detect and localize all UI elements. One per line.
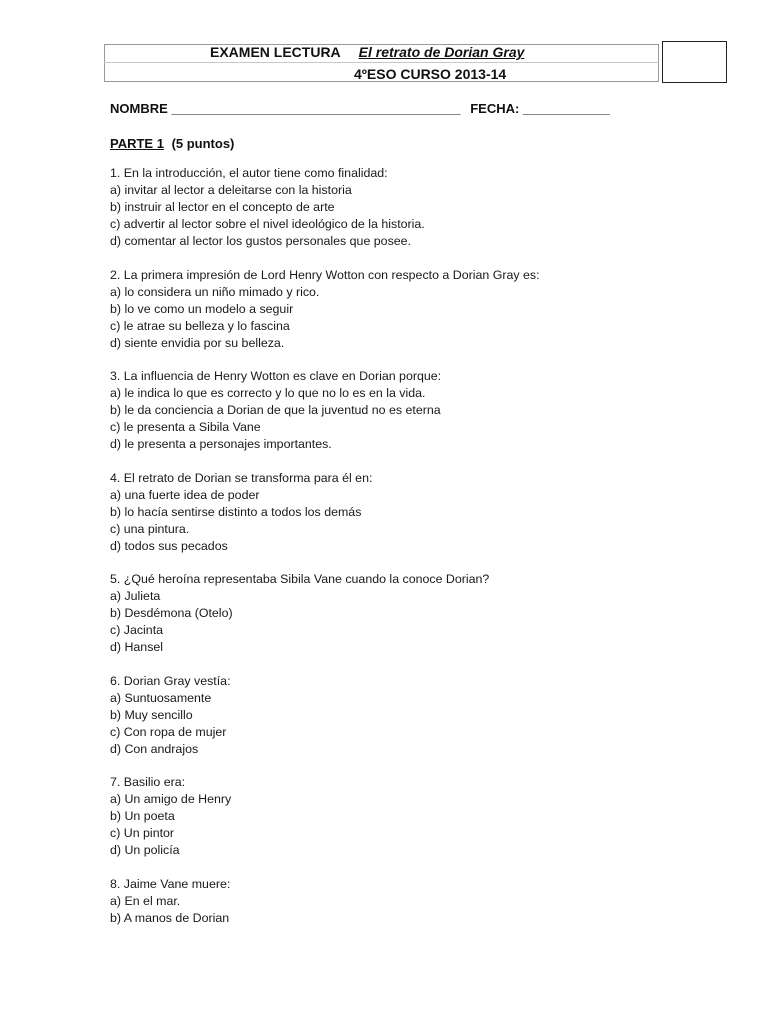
option-a: a) En el mar.	[110, 893, 181, 908]
option-a: a) una fuerte idea de poder	[110, 487, 260, 502]
question-1	[110, 165, 540, 250]
option-d: d) Con andrajos	[110, 741, 199, 756]
question-text: 7. Basilio era:	[110, 775, 186, 789]
option-c: c) advertir al lector sobre el nivel ideológico de la historia.	[110, 217, 425, 231]
option-b: b) Un poeta	[110, 809, 175, 823]
option-d: d) comentar al lector los gustos personales que posee.	[110, 234, 411, 248]
option-d: d) todos sus pecados	[110, 538, 228, 553]
option-d: d) Hansel	[110, 640, 164, 654]
exam-label: EXAMEN LECTURA	[210, 44, 341, 60]
option-a: a) Julieta	[110, 589, 161, 603]
option-b: b) instruir al lector en el concepto de arte	[110, 200, 335, 214]
name-field: NOMBRE ________________________________________	[110, 101, 461, 116]
option-b: b) A manos de Dorian	[110, 910, 230, 925]
question-6	[110, 673, 540, 758]
option-c: c) le presenta a Sibila Vane	[110, 420, 261, 434]
question-4	[110, 470, 540, 555]
option-b: b) Desdémona (Otelo)	[110, 606, 233, 620]
option-b: b) le da conciencia a Dorian de que la juventud no es eterna	[110, 403, 441, 417]
option-c: c) Jacinta	[110, 623, 164, 637]
student-info	[110, 101, 610, 116]
question-list	[110, 165, 540, 943]
part-points: (5 puntos)	[171, 136, 235, 151]
option-b: b) lo ve como un modelo a seguir	[110, 301, 294, 316]
score-box	[662, 41, 727, 83]
option-d: d) le presenta a personajes importantes.	[110, 437, 332, 451]
question-text: 2. La primera impresión de Lord Henry Wotton con respecto a Dorian Gray es:	[110, 267, 540, 282]
option-c: c) le atrae su belleza y lo fascina	[110, 318, 290, 333]
part-title	[110, 136, 234, 151]
date-field: FECHA: ____________	[470, 101, 610, 116]
option-b: b) Muy sencillo	[110, 707, 193, 722]
question-7	[110, 774, 540, 859]
option-a: a) le indica lo que es correcto y lo que no lo es en la vida.	[110, 386, 426, 400]
part-label: PARTE 1	[110, 136, 164, 151]
option-c: c) una pintura.	[110, 521, 190, 536]
question-text: 8. Jaime Vane muere:	[110, 876, 231, 891]
header-divider	[104, 62, 659, 63]
option-a: a) Un amigo de Henry	[110, 792, 232, 806]
option-a: a) invitar al lector a deleitarse con la historia	[110, 183, 352, 197]
question-text: 1. En la introducción, el autor tiene como finalidad:	[110, 166, 388, 180]
option-c: c) Un pintor	[110, 826, 175, 840]
option-c: c) Con ropa de mujer	[110, 724, 227, 739]
question-2	[110, 267, 540, 352]
option-a: a) lo considera un niño mimado y rico.	[110, 284, 320, 299]
option-d: d) siente envidia por su belleza.	[110, 335, 285, 350]
option-a: a) Suntuosamente	[110, 690, 212, 705]
question-text: 3. La influencia de Henry Wotton es clave en Dorian porque:	[110, 369, 442, 383]
question-text: 4. El retrato de Dorian se transforma para él en:	[110, 470, 373, 485]
option-b: b) lo hacía sentirse distinto a todos los demás	[110, 504, 362, 519]
question-5	[110, 571, 540, 656]
exam-title	[210, 44, 524, 60]
course-label: 4ºESO CURSO 2013-14	[354, 66, 507, 82]
question-text: 6. Dorian Gray vestía:	[110, 673, 231, 688]
question-8	[110, 876, 540, 927]
book-title: El retrato de Dorian Gray	[358, 44, 525, 60]
question-3	[110, 368, 540, 453]
question-text: 5. ¿Qué heroína representaba Sibila Vane cuando la conoce Dorian?	[110, 572, 490, 586]
option-d: d) Un policía	[110, 843, 180, 857]
